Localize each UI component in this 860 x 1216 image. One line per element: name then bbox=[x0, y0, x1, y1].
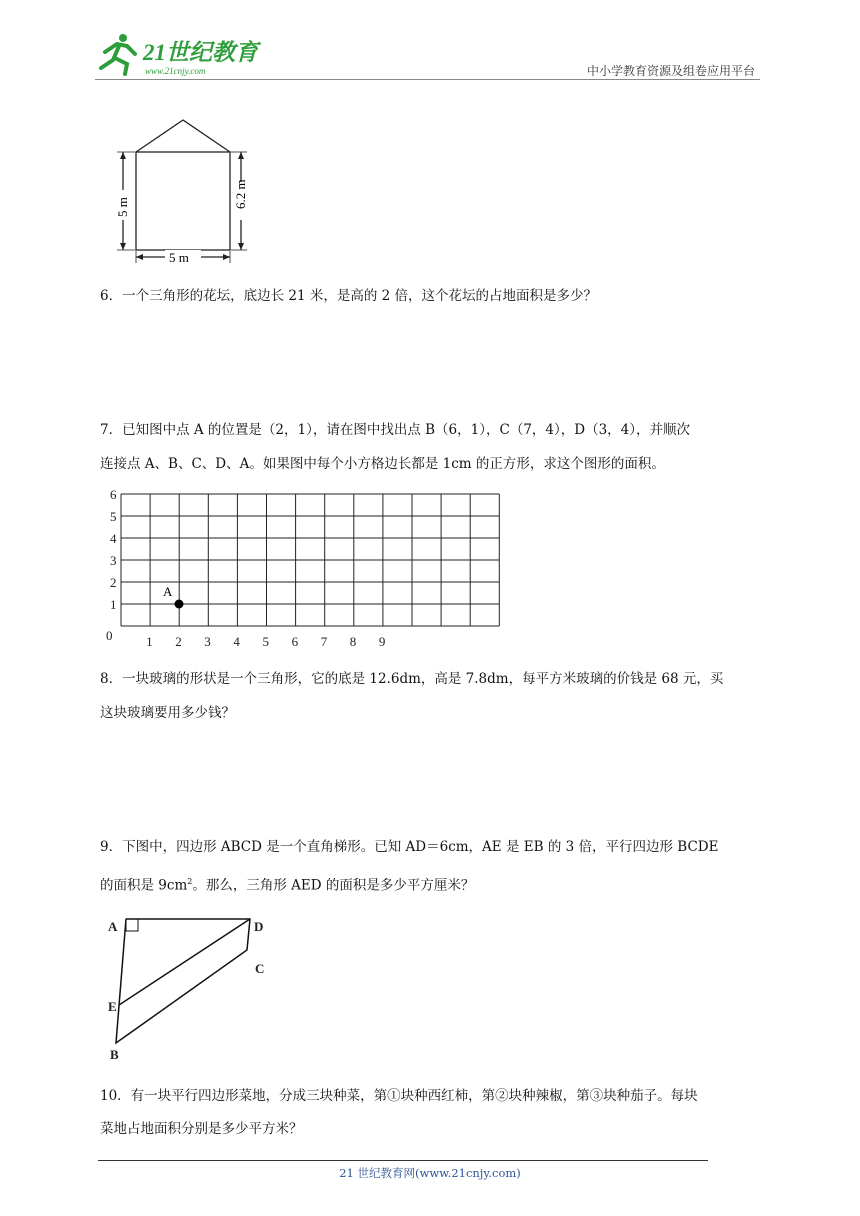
vertex-a-label: A bbox=[108, 919, 118, 934]
coordinate-grid bbox=[104, 490, 504, 650]
vertex-b-label: B bbox=[110, 1047, 119, 1062]
runner-icon bbox=[101, 34, 135, 74]
question-7-line-2: 连接点 A、B、C、D、A。如果图中每个小方格边长都是 1cm 的正方形，求这个图形的面积。 bbox=[100, 456, 665, 472]
q9-superscript: 2 bbox=[187, 877, 193, 886]
grid-x-tick-label: 6 bbox=[291, 634, 299, 649]
vertex-c-label: C bbox=[255, 961, 265, 976]
house-figure bbox=[105, 112, 265, 272]
grid-x-tick-label: 9 bbox=[378, 634, 386, 649]
grid-y-tick-label: 4 bbox=[110, 531, 117, 546]
header-platform-text: 中小学教育资源及组卷应用平台 bbox=[586, 64, 755, 78]
logo-url-text: www.21cnjy.com bbox=[145, 66, 206, 76]
question-10-line-2: 菜地占地面积分别是多少平方米？ bbox=[100, 1121, 303, 1137]
footer-text: 21 世纪教育网(www.21cnjy.com) bbox=[339, 1166, 521, 1180]
house-bottom-label: 5 m bbox=[169, 250, 189, 265]
grid-x-tick-label: 2 bbox=[175, 634, 182, 649]
footer-divider bbox=[98, 1160, 708, 1161]
question-8-line-2: 这块玻璃要用多少钱？ bbox=[100, 705, 235, 721]
trapezoid-figure bbox=[100, 905, 280, 1065]
grid-y-tick-label: 2 bbox=[110, 575, 117, 590]
grid-y-tick-label: 1 bbox=[110, 597, 117, 612]
grid-x-tick-label: 8 bbox=[349, 634, 357, 649]
grid-y-tick-label: 3 bbox=[110, 553, 117, 568]
header-divider bbox=[95, 79, 760, 80]
logo-main-text: 21世纪教育 bbox=[143, 40, 258, 65]
grid-y-tick-label: 6 bbox=[110, 490, 117, 502]
vertex-d-label: D bbox=[254, 919, 264, 934]
grid-x-tick-label: 5 bbox=[262, 634, 269, 649]
site-logo bbox=[95, 30, 265, 80]
point-a-marker bbox=[175, 600, 184, 609]
question-10-line-1: 10．有一块平行四边形菜地，分成三块种菜，第①块种西红柿，第②块种辣椒，第③块种茄子。每块 bbox=[100, 1088, 698, 1104]
question-9-line-1: 9．下图中，四边形 ABCD 是一个直角梯形。已知 AD＝6cm，AE 是 EB 的 3 倍，平行四边形 BCDE bbox=[100, 839, 719, 855]
point-a-label: A bbox=[163, 584, 173, 599]
q9-line2-pre: 的面积是 9cm bbox=[100, 877, 188, 894]
grid-x-tick-label: 7 bbox=[320, 634, 328, 649]
vertex-e-label: E bbox=[108, 999, 117, 1014]
grid-x-tick-label: 3 bbox=[204, 634, 211, 649]
question-6: 6．一个三角形的花坛，底边长 21 米，是高的 2 倍，这个花坛的占地面积是多少？ bbox=[100, 288, 598, 304]
question-8-line-1: 8．一块玻璃的形状是一个三角形，它的底是 12.6dm，高是 7.8dm，每平方米玻璃的价钱是 68 元，买 bbox=[100, 671, 724, 687]
grid-y-tick-label: 0 bbox=[106, 628, 113, 643]
grid-x-tick-label: 1 bbox=[146, 634, 153, 649]
grid-x-tick-label: 4 bbox=[233, 634, 240, 649]
grid-y-tick-label: 5 bbox=[110, 509, 117, 524]
question-9-line-2 bbox=[100, 866, 760, 902]
house-right-label: 6.2 m bbox=[233, 179, 248, 209]
house-left-label: 5 m bbox=[115, 197, 130, 217]
q9-line2-post: 。那么，三角形 AED 的面积是多少平方厘米？ bbox=[192, 877, 475, 894]
question-7-line-1: 7．已知图中点 A 的位置是（2，1），请在图中找出点 B（6，1），C（7，4），D（3，4），并顺次 bbox=[100, 422, 690, 438]
